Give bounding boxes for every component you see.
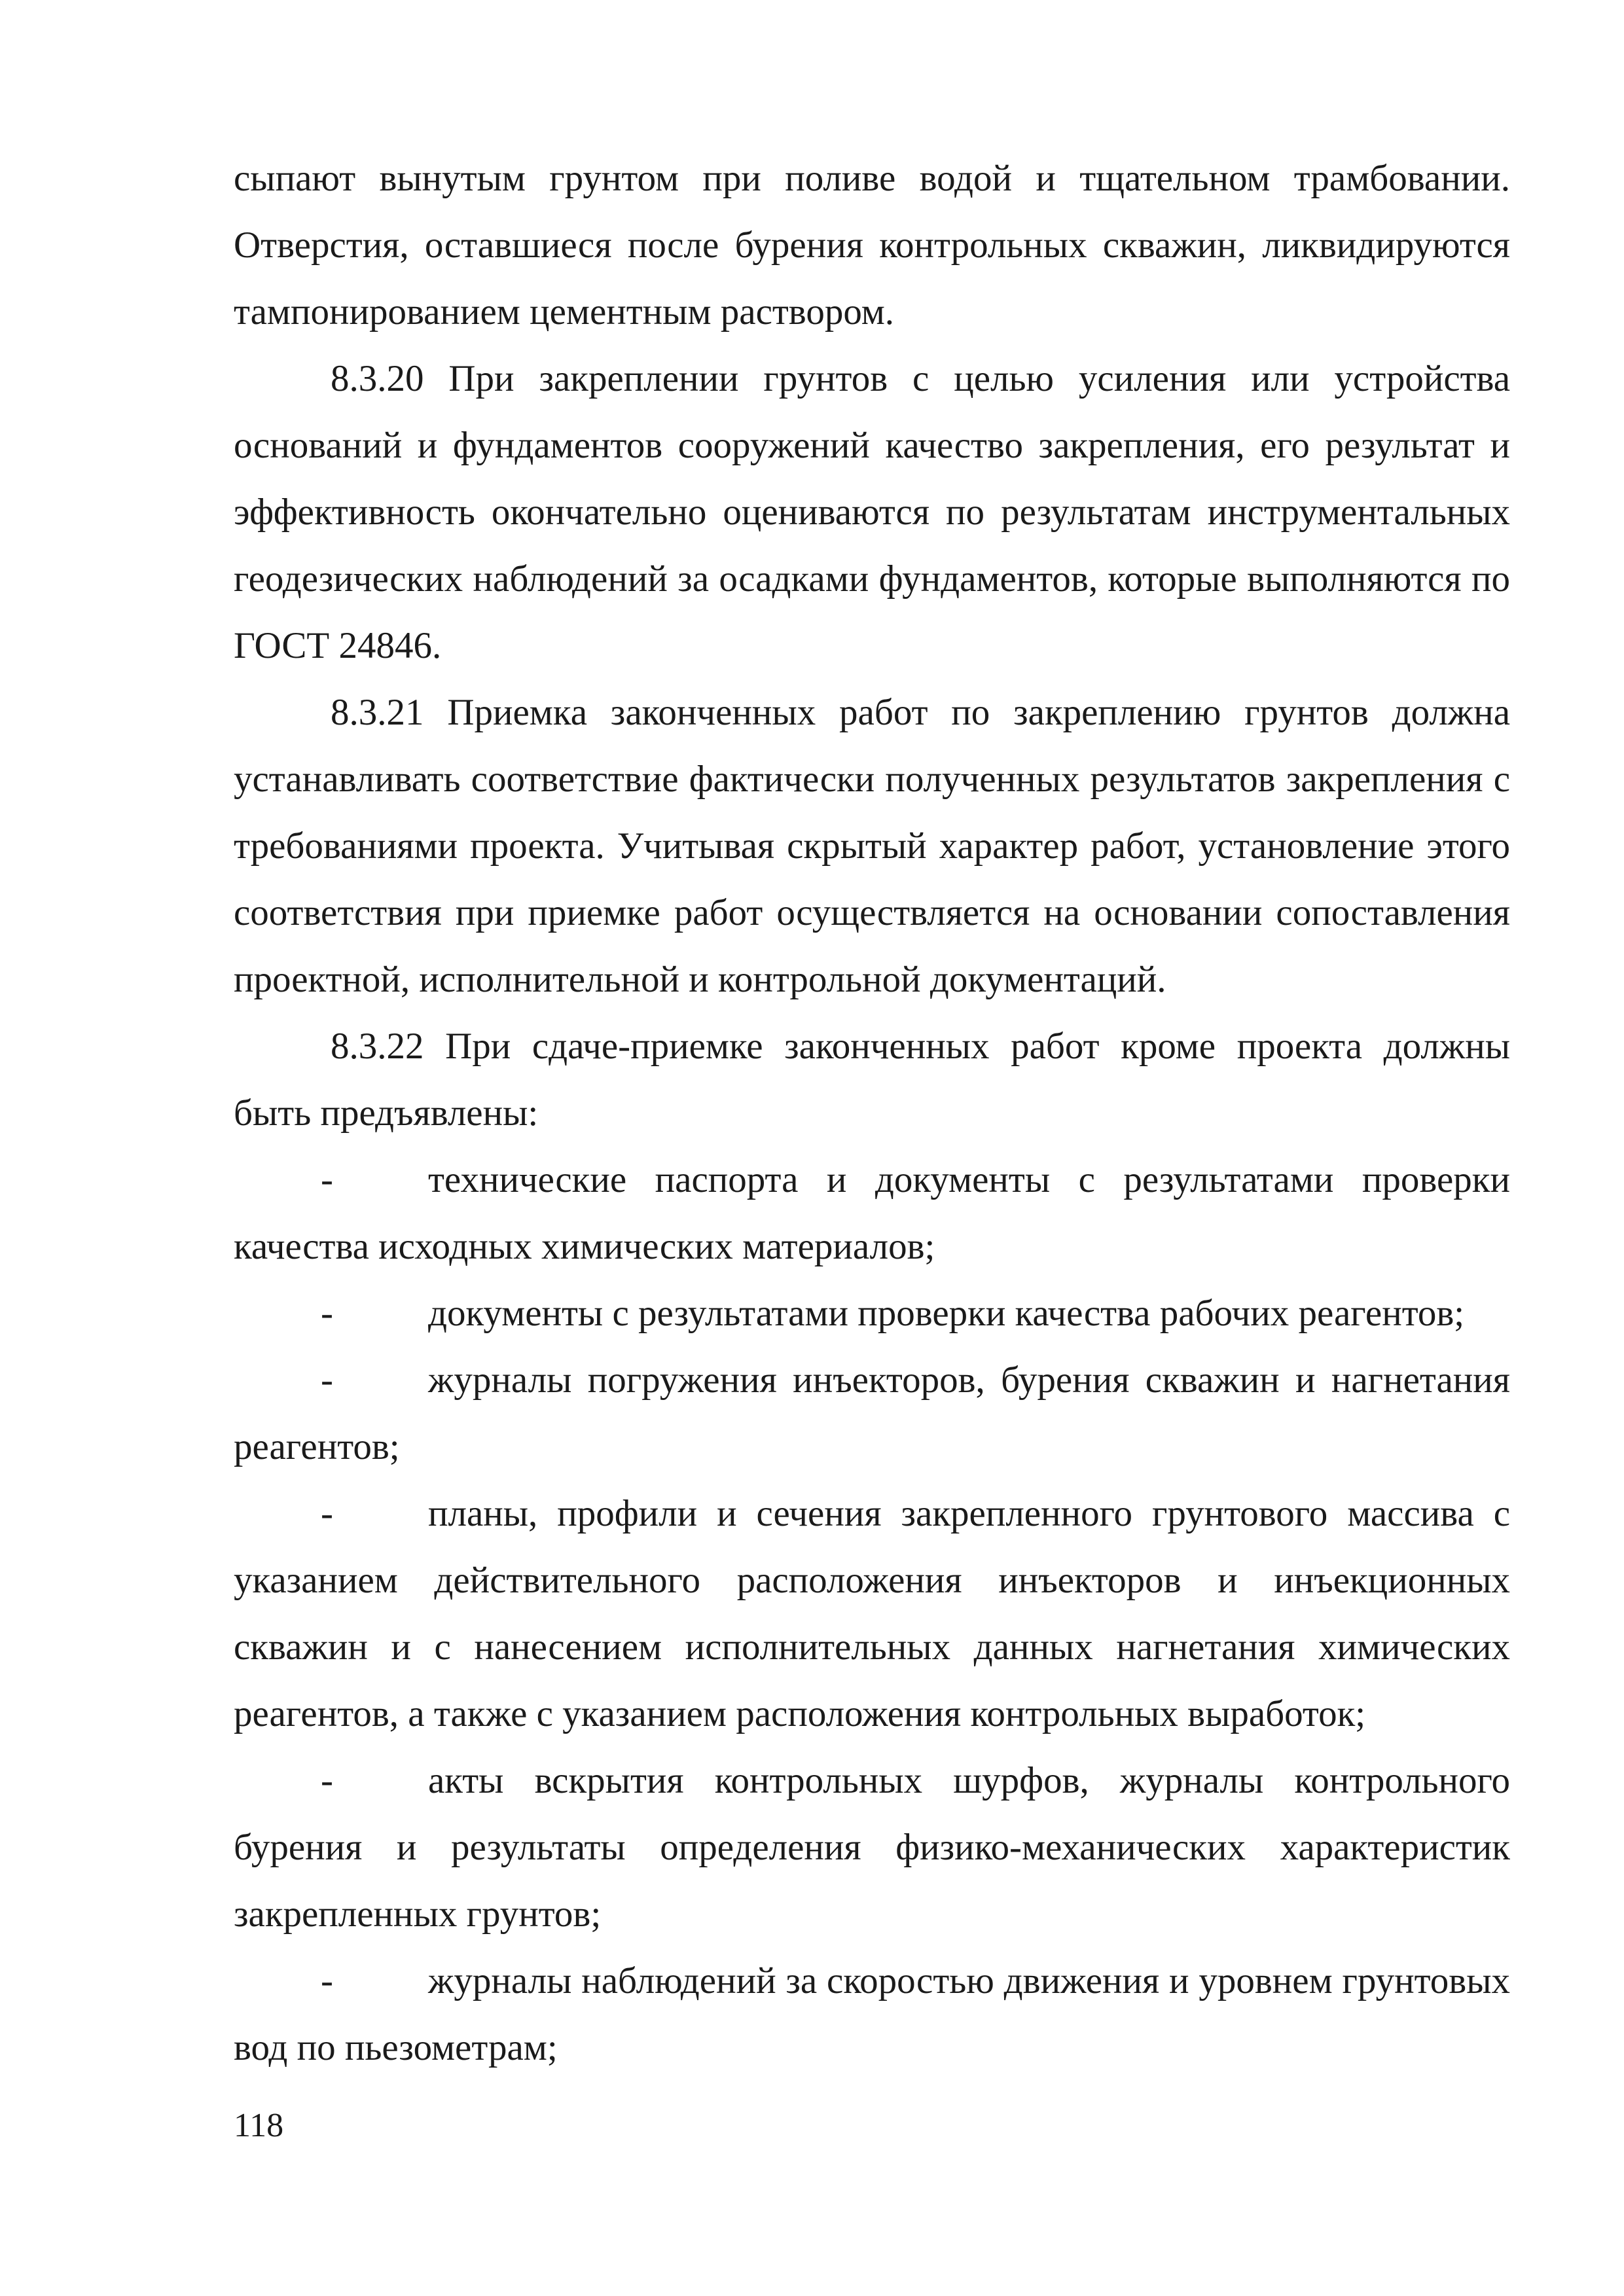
paragraph-8-3-22: 8.3.22 При сдаче-приемке законченных работ кроме проекта должны быть предъявлены: xyxy=(234,1026,1510,1134)
list-dash: - xyxy=(321,1960,333,2001)
paragraph-8-3-21: 8.3.21 Приемка законченных работ по закреплению грунтов должна устанавливать соответствие фактически полученных результатов закрепления с требованиями проекта. Учитывая скрытый характер работ, установление этого соответствия при приемке работ осуществляется на основании сопоставления проектной, исполнительной и контрольной документаций. xyxy=(234,692,1510,1000)
list-item xyxy=(234,1347,1510,1480)
list-item-text: планы, профили и сечения закрепленного грунтового массива с указанием действительного расположения инъекторов и инъекционных скважин и с нанесением исполнительных данных нагнетания химических реагентов, а также с указанием расположения контрольных выработок; xyxy=(234,1493,1510,1734)
list-item-text: журналы погружения инъекторов, бурения скважин и нагнетания реагентов; xyxy=(234,1359,1510,1467)
body-text xyxy=(234,145,1510,2081)
list-item xyxy=(234,1280,1510,1347)
list-item-text: акты вскрытия контрольных шурфов, журналы контрольного бурения и результаты определения физико-механических характеристик закрепленных грунтов; xyxy=(234,1760,1510,1935)
list-item-text: документы с результатами проверки качества рабочих реагентов; xyxy=(428,1293,1465,1334)
list-item xyxy=(234,1147,1510,1280)
list-dash: - xyxy=(321,1760,333,1801)
paragraph-continuation: сыпают вынутым грунтом при поливе водой и тщательном трамбовании. Отверстия, оставшиеся после бурения контрольных скважин, ликвидируются тампонированием цементным раствором. xyxy=(234,158,1510,332)
list-item-text: технические паспорта и документы с результатами проверки качества исходных химических материалов; xyxy=(234,1159,1510,1267)
list-item xyxy=(234,1480,1510,1748)
list-dash: - xyxy=(321,1493,333,1534)
paragraph-8-3-20: 8.3.20 При закреплении грунтов с целью усиления или устройства оснований и фундаментов сооружений качество закрепления, его результат и эффективность окончательно оцениваются по результатам инструментальных геодезических наблюдений за осадками фундаментов, которые выполняются по ГОСТ 24846. xyxy=(234,358,1510,666)
list-dash: - xyxy=(321,1293,333,1334)
list-item xyxy=(234,1948,1510,2081)
list-item-text: журналы наблюдений за скоростью движения и уровнем грунтовых вод по пьезометрам; xyxy=(234,1960,1510,2068)
page-number: 118 xyxy=(234,2107,284,2144)
list-item xyxy=(234,1748,1510,1948)
list-dash: - xyxy=(321,1159,333,1200)
list-dash: - xyxy=(321,1359,333,1401)
